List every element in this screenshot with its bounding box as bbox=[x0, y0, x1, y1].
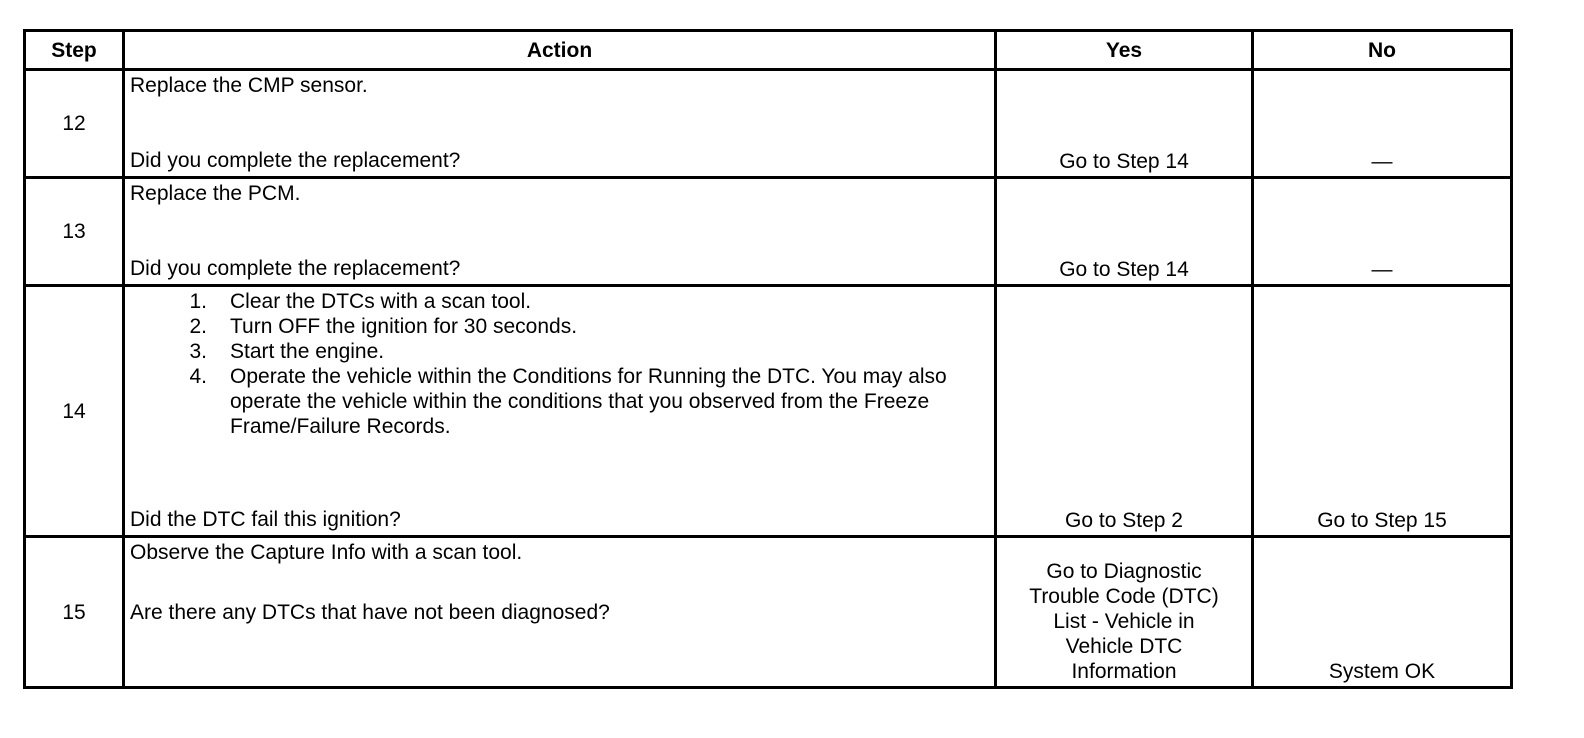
no-result: System OK bbox=[1253, 537, 1512, 688]
table-row bbox=[25, 286, 1512, 537]
header-row bbox=[25, 31, 1512, 70]
action-instruction: Replace the CMP sensor. bbox=[130, 74, 368, 97]
step-number: 14 bbox=[25, 286, 124, 537]
action-instruction: Replace the PCM. bbox=[130, 182, 301, 205]
procedure-step-number: 1. bbox=[189, 290, 207, 313]
procedure-steps bbox=[130, 289, 988, 439]
step-number: 12 bbox=[25, 70, 124, 178]
procedure-step-text: Operate the vehicle within the Conditions for Running the DTC. You may also operate the vehicle within the conditions that you observed from the Freeze Frame/Failure Records. bbox=[230, 365, 947, 438]
header-action: Action bbox=[124, 31, 996, 70]
diagnostic-table bbox=[23, 29, 1513, 689]
table-row bbox=[25, 178, 1512, 286]
yes-result-text: Go to Diagnostic Trouble Code (DTC) List - Vehicle in Vehicle DTC Information bbox=[1029, 560, 1219, 683]
no-result: — bbox=[1253, 70, 1512, 178]
procedure-step-text: Clear the DTCs with a scan tool. bbox=[230, 290, 532, 313]
table-row bbox=[25, 70, 1512, 178]
procedure-step-text: Turn OFF the ignition for 30 seconds. bbox=[230, 315, 578, 338]
action-cell bbox=[124, 178, 996, 286]
procedure-step bbox=[130, 364, 988, 439]
action-question: Did the DTC fail this ignition? bbox=[130, 508, 401, 531]
procedure-step bbox=[130, 289, 988, 314]
action-question: Are there any DTCs that have not been diagnosed? bbox=[130, 601, 610, 624]
header-no: No bbox=[1253, 31, 1512, 70]
yes-result bbox=[996, 537, 1253, 688]
procedure-step bbox=[130, 339, 988, 364]
step-number: 15 bbox=[25, 537, 124, 688]
no-result: — bbox=[1253, 178, 1512, 286]
header-step: Step bbox=[25, 31, 124, 70]
step-number: 13 bbox=[25, 178, 124, 286]
action-instruction: Observe the Capture Info with a scan tool. bbox=[130, 541, 523, 564]
action-cell bbox=[124, 537, 996, 688]
procedure-step-number: 2. bbox=[189, 315, 207, 338]
procedure-step-number: 3. bbox=[189, 340, 207, 363]
action-question: Did you complete the replacement? bbox=[130, 257, 461, 280]
procedure-step bbox=[130, 314, 988, 339]
action-question: Did you complete the replacement? bbox=[130, 149, 461, 172]
yes-result: Go to Step 2 bbox=[996, 286, 1253, 537]
yes-result: Go to Step 14 bbox=[996, 178, 1253, 286]
yes-result: Go to Step 14 bbox=[996, 70, 1253, 178]
action-cell bbox=[124, 286, 996, 537]
procedure-step-text: Start the engine. bbox=[230, 340, 385, 363]
table-row bbox=[25, 537, 1512, 688]
header-yes: Yes bbox=[996, 31, 1253, 70]
procedure-step-number: 4. bbox=[189, 365, 207, 388]
action-cell bbox=[124, 70, 996, 178]
no-result: Go to Step 15 bbox=[1253, 286, 1512, 537]
